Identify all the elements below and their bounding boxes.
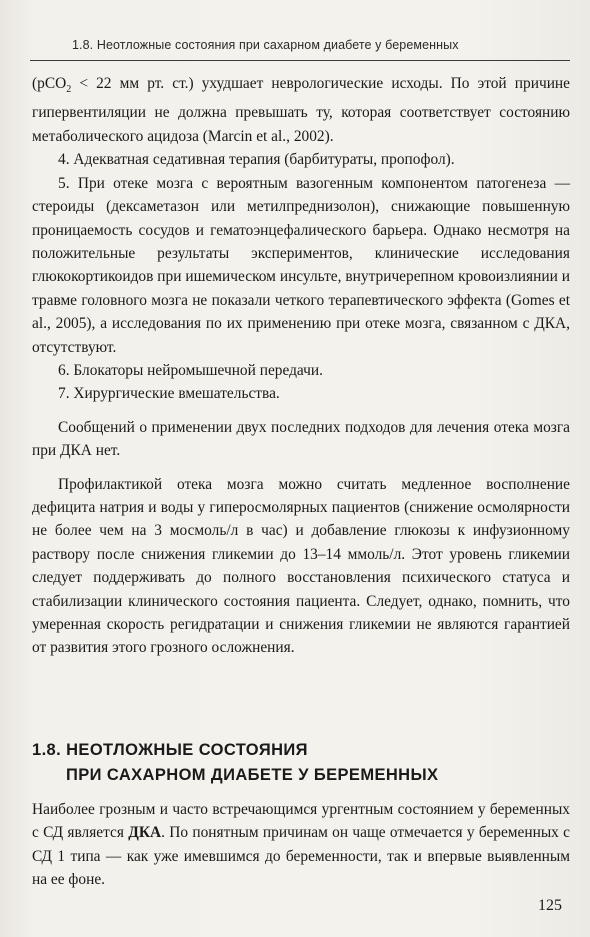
page-number: 125: [538, 897, 562, 914]
section-body-text: [32, 798, 570, 892]
section-heading-line2: ПРИ САХАРНОМ ДИАБЕТЕ У БЕРЕМЕННЫХ: [66, 766, 439, 784]
paragraph: Профилактикой отека мозга можно считать медленное восполнение дефицита натрия и воды у гиперосмолярных пациентов (снижение осмолярности не более чем на 3 мосмоль/л в час) и добавление глюкозы к инфузионному раствору после снижения гликемии до 13–14 ммоль/л. Этот уровень гликемии следует поддерживать до полного восстановления психического статуса и стабилизации клинического состояния пациента. Следует, однако, помнить, что умеренная скорость регидратации и снижения гликемии не являются гарантией от развития этого грозного осложнения.: [32, 475, 570, 657]
header-rule: [30, 60, 570, 61]
paragraph: 6. Блокаторы нейромышечной передачи.: [58, 361, 323, 379]
paragraph: 5. При отеке мозга с вероятным вазогенным компонентом патогенеза — стероиды (дексаметазон или метилпреднизолон), снижающие повышенную проницаемость сосудов и гематоэнцефалического барьера. Однако несмотря на положительные результаты экспериментов, клинические исследования глюкокортикоидов при ишемическом инсульте, внутричерепном кровоизлиянии и травме головного мозга не показали четкого терапевтического эффекта (Gomes et al., 2005), а исследования по их применению при отеке мозга, связанном с ДКА, отсутствуют.: [32, 174, 570, 356]
running-header-title: 1.8. Неотложные состояния при сахарном диабете у беременных: [72, 38, 459, 52]
section-heading-line1: 1.8. НЕОТЛОЖНЫЕ СОСТОЯНИЯ: [32, 741, 308, 759]
paragraph: (pCO$_2$ < 22 мм рт. ст.) ухудшает неврологические исходы. По этой причине гипервентиляции не должна превышать ту, которая соответствует состоянию метаболического ацидоза (Marcin et al., 2002).: [32, 75, 570, 145]
paragraph: 4. Адекватная седативная терапия (барбитураты, пропофол).: [58, 151, 455, 169]
paragraph: Сообщений о применении двух последних подходов для лечения отека мозга при ДКА нет.: [32, 418, 570, 460]
body-text: [32, 72, 570, 660]
paragraph: Наиболее грозным и часто встречающимся ургентным состоянием у беременных с СД является ДКА. По понятным причинам он чаще отмечается у беременных с СД 1 типа — как уже имевшимся до беременности, так и впервые выявленным на ее фоне.: [32, 801, 570, 889]
paragraph: 7. Хирургические вмешательства.: [58, 385, 280, 403]
running-header: [34, 38, 570, 52]
section-heading: [32, 738, 570, 788]
